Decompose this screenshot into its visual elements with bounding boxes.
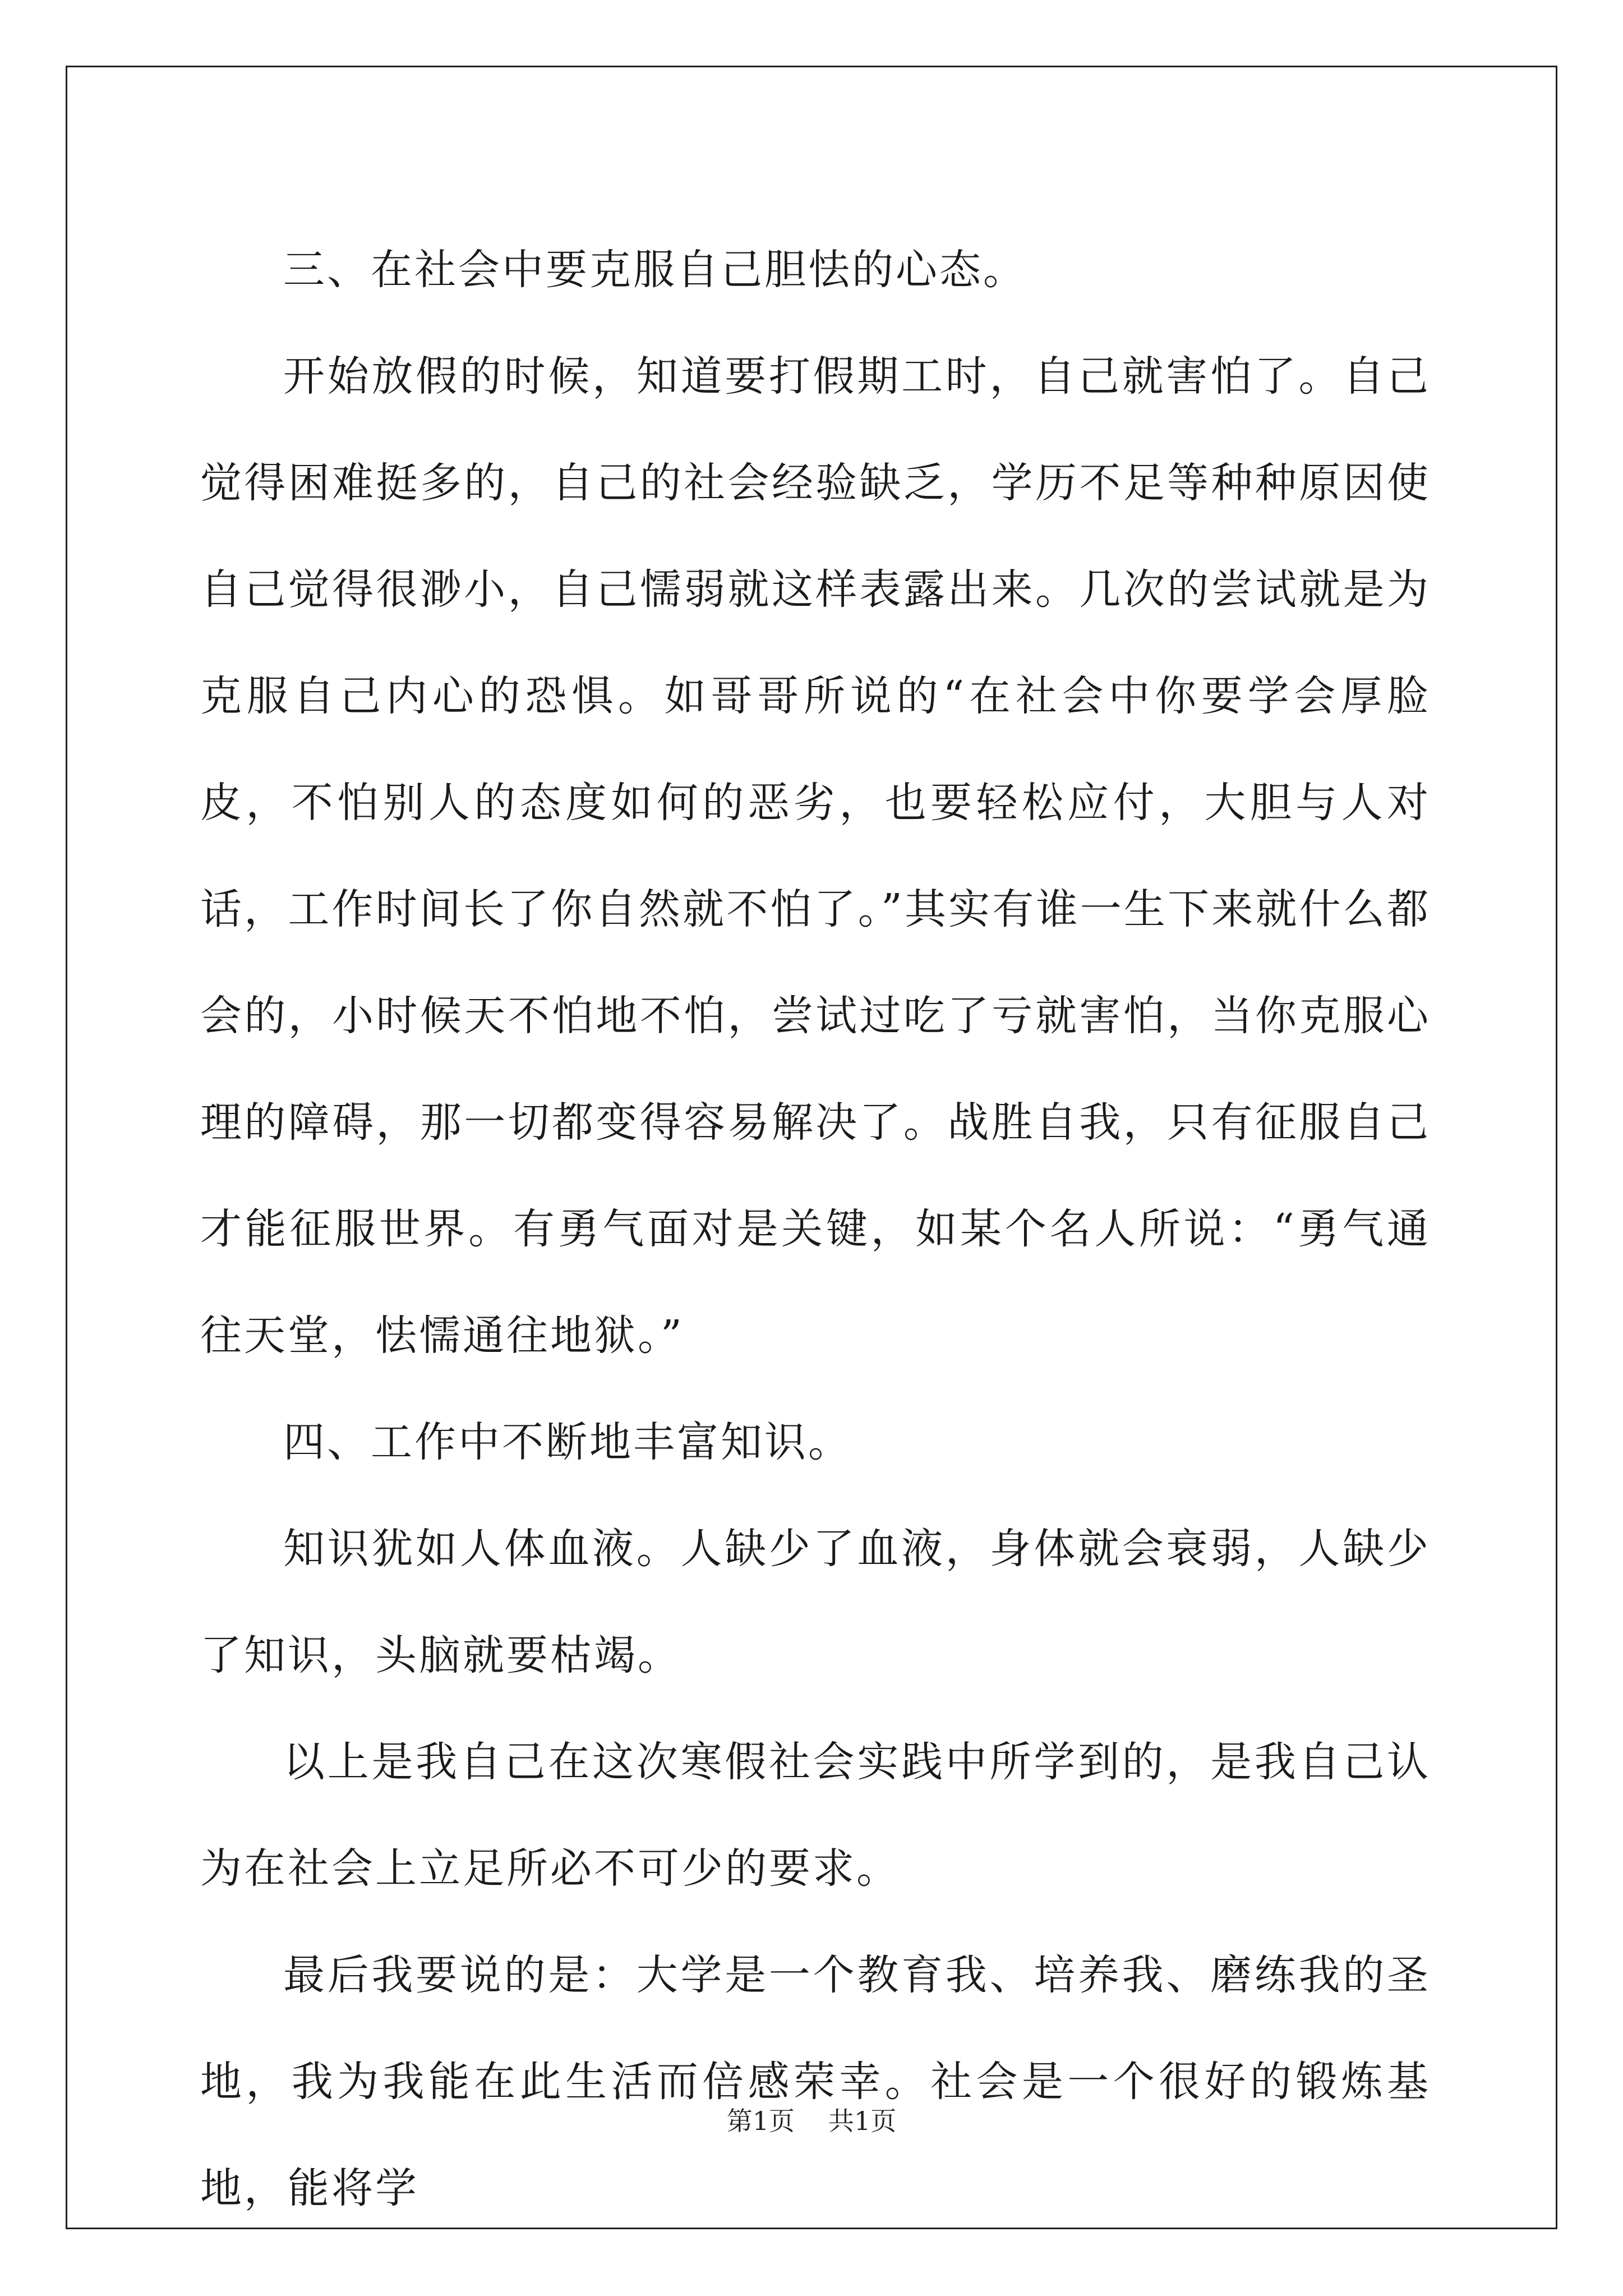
document-body (200, 217, 1431, 2242)
page-number: 第1页 (726, 2106, 795, 2136)
body-paragraph: 知识犹如人体血液。人缺少了血液，身体就会衰弱，人缺少了知识，头脑就要枯竭。 (200, 1525, 1431, 1680)
page-total: 共1页 (828, 2106, 897, 2136)
body-paragraph: 最后我要说的是：大学是一个教育我、培养我、磨练我的圣地，我为我能在此生活而倍感荣幸。社会是一个很好的锻炼基地，能将学 (200, 1951, 1431, 2212)
section-heading-4: 四、工作中不断地丰富知识。 (283, 1418, 852, 1466)
section-heading-3: 三、在社会中要克服自己胆怯的心态。 (283, 246, 1027, 294)
body-paragraph: 以上是我自己在这次寒假社会实践中所学到的，是我自己认为在社会上立足所必不可少的要求。 (200, 1738, 1431, 1893)
page-footer (0, 2101, 1623, 2138)
body-paragraph: 开始放假的时候，知道要打假期工时，自己就害怕了。自己觉得困难挺多的，自己的社会经验缺乏，学历不足等种种原因使自己觉得很渺小，自己懦弱就这样表露出来。几次的尝试就是为克服自己内心的恐惧。如哥哥所说的“在社会中你要学会厚脸皮，不怕别人的态度如何的恶劣，也要轻松应付，大胆与人对话，工作时间长了你自然就不怕了。”其实有谁一生下来就什么都会的，小时候天不怕地不怕，尝试过吃了亏就害怕，当你克服心理的障碍，那一切都变得容易解决了。战胜自我，只有征服自己才能征服世界。有勇气面对是关键，如某个名人所说：“勇气通往天堂，怯懦通往地狱。” (200, 352, 1431, 1360)
